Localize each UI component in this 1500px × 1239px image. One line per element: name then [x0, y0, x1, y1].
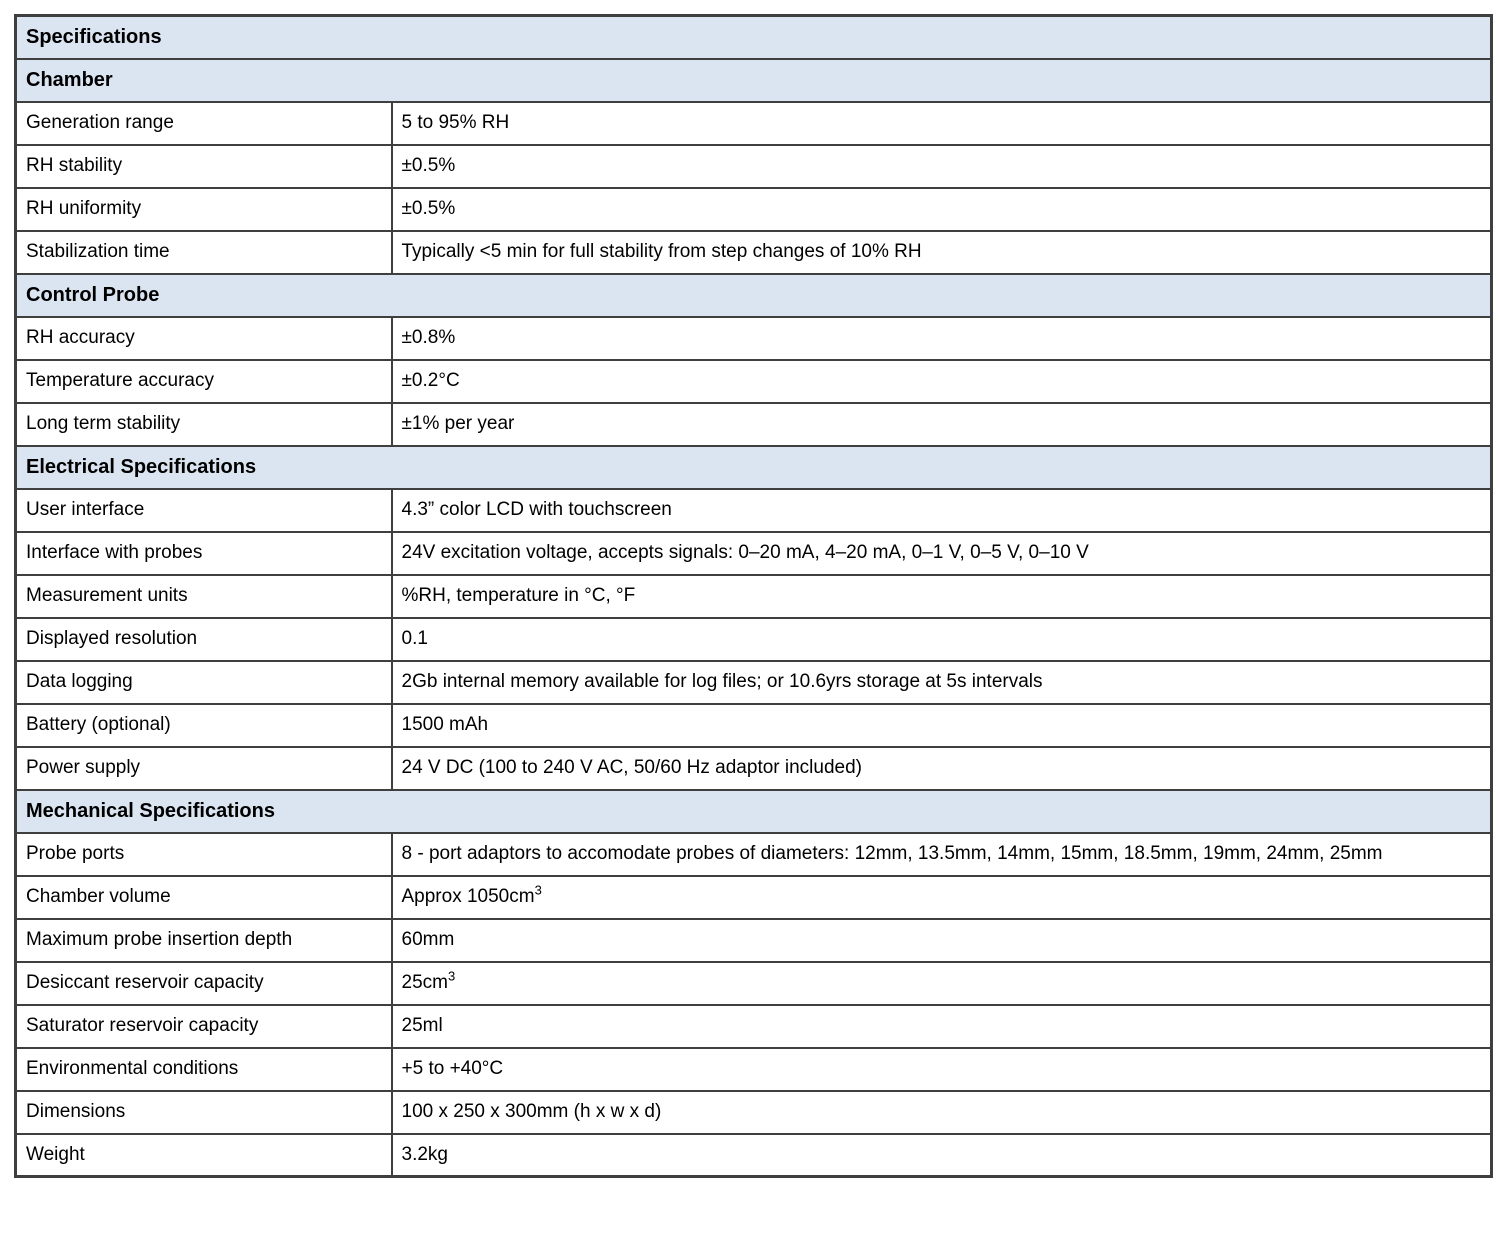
spec-label-generation-range: Generation range — [16, 102, 392, 145]
table-row — [16, 532, 1492, 575]
table-title-row — [16, 16, 1492, 59]
section-header-mechanical-specifications: Mechanical Specifications — [16, 790, 1492, 833]
section-header-electrical-specifications: Electrical Specifications — [16, 446, 1492, 489]
spec-value-environmental-conditions: +5 to +40°C — [392, 1048, 1492, 1091]
spec-label-saturator-reservoir-capacity: Saturator reservoir capacity — [16, 1005, 392, 1048]
spec-value-dimensions: 100 x 250 x 300mm (h x w x d) — [392, 1091, 1492, 1134]
table-row — [16, 919, 1492, 962]
spec-label-rh-uniformity: RH uniformity — [16, 188, 392, 231]
spec-value-desiccant-reservoir-capacity: $25cm^3$ — [392, 962, 1492, 1005]
spec-value-data-logging: 2Gb internal memory available for log files; or 10.6yrs storage at 5s intervals — [392, 661, 1492, 704]
spec-value-chamber-volume: Approx $1050cm^3$ — [392, 876, 1492, 919]
table-row — [16, 403, 1492, 446]
superscript: 3 — [447, 968, 456, 984]
spec-value-battery-optional: 1500 mAh — [392, 704, 1492, 747]
spec-value-rh-accuracy: ±0.8% — [392, 317, 1492, 360]
table-row — [16, 317, 1492, 360]
table-row — [16, 704, 1492, 747]
spec-value-stabilization-time: Typically <5 min for full stability from step changes of 10% RH — [392, 231, 1492, 274]
spec-value-temperature-accuracy: ±0.2°C — [392, 360, 1492, 403]
table-row — [16, 618, 1492, 661]
spec-label-rh-stability: RH stability — [16, 145, 392, 188]
table-row — [16, 962, 1492, 1005]
table-row — [16, 1091, 1492, 1134]
spec-value-probe-ports: 8 - port adaptors to accomodate probes of diameters: 12mm, 13.5mm, 14mm, 15mm, 18.5mm, 19mm, 24mm, 25mm — [392, 833, 1492, 876]
spec-label-temperature-accuracy: Temperature accuracy — [16, 360, 392, 403]
spec-value-long-term-stability: ±1% per year — [392, 403, 1492, 446]
table-row — [16, 747, 1492, 790]
spec-label-user-interface: User interface — [16, 489, 392, 532]
spec-label-probe-ports: Probe ports — [16, 833, 392, 876]
table-row — [16, 145, 1492, 188]
spec-label-data-logging: Data logging — [16, 661, 392, 704]
spec-label-desiccant-reservoir-capacity: Desiccant reservoir capacity — [16, 962, 392, 1005]
spec-value-interface-with-probes: 24V excitation voltage, accepts signals: 0–20 mA, 4–20 mA, 0–1 V, 0–5 V, 0–10 V — [392, 532, 1492, 575]
section-header-row — [16, 446, 1492, 489]
table-row — [16, 102, 1492, 145]
spec-label-battery-optional: Battery (optional) — [16, 704, 392, 747]
table-title: Specifications — [16, 16, 1492, 59]
section-header-row — [16, 274, 1492, 317]
spec-label-weight: Weight — [16, 1134, 392, 1177]
table-row — [16, 1048, 1492, 1091]
section-header-chamber: Chamber — [16, 59, 1492, 102]
table-row — [16, 661, 1492, 704]
table-row — [16, 231, 1492, 274]
spec-value-rh-stability: ±0.5% — [392, 145, 1492, 188]
table-row — [16, 489, 1492, 532]
spec-label-power-supply: Power supply — [16, 747, 392, 790]
spec-value-maximum-probe-insertion-depth: 60mm — [392, 919, 1492, 962]
spec-label-dimensions: Dimensions — [16, 1091, 392, 1134]
spec-label-displayed-resolution: Displayed resolution — [16, 618, 392, 661]
spec-value-generation-range: 5 to 95% RH — [392, 102, 1492, 145]
table-row — [16, 1005, 1492, 1048]
spec-value-saturator-reservoir-capacity: 25ml — [392, 1005, 1492, 1048]
table-row — [16, 188, 1492, 231]
spec-label-measurement-units: Measurement units — [16, 575, 392, 618]
spec-label-long-term-stability: Long term stability — [16, 403, 392, 446]
spec-value-displayed-resolution: 0.1 — [392, 618, 1492, 661]
section-header-row — [16, 790, 1492, 833]
spec-label-interface-with-probes: Interface with probes — [16, 532, 392, 575]
table-row — [16, 360, 1492, 403]
spec-value-user-interface: 4.3” color LCD with touchscreen — [392, 489, 1492, 532]
table-row — [16, 1134, 1492, 1177]
section-header-control-probe: Control Probe — [16, 274, 1492, 317]
spec-value-weight: 3.2kg — [392, 1134, 1492, 1177]
spec-label-stabilization-time: Stabilization time — [16, 231, 392, 274]
specifications-table — [14, 14, 1493, 1178]
table-row — [16, 575, 1492, 618]
spec-label-rh-accuracy: RH accuracy — [16, 317, 392, 360]
spec-value-measurement-units: %RH, temperature in °C, °F — [392, 575, 1492, 618]
spec-table-body — [16, 16, 1492, 1177]
spec-value-rh-uniformity: ±0.5% — [392, 188, 1492, 231]
table-row — [16, 833, 1492, 876]
spec-label-environmental-conditions: Environmental conditions — [16, 1048, 392, 1091]
table-row — [16, 876, 1492, 919]
spec-label-chamber-volume: Chamber volume — [16, 876, 392, 919]
section-header-row — [16, 59, 1492, 102]
specifications-table-container — [14, 14, 1490, 1178]
spec-label-maximum-probe-insertion-depth: Maximum probe insertion depth — [16, 919, 392, 962]
spec-value-power-supply: 24 V DC (100 to 240 V AC, 50/60 Hz adaptor included) — [392, 747, 1492, 790]
superscript: 3 — [534, 882, 542, 898]
